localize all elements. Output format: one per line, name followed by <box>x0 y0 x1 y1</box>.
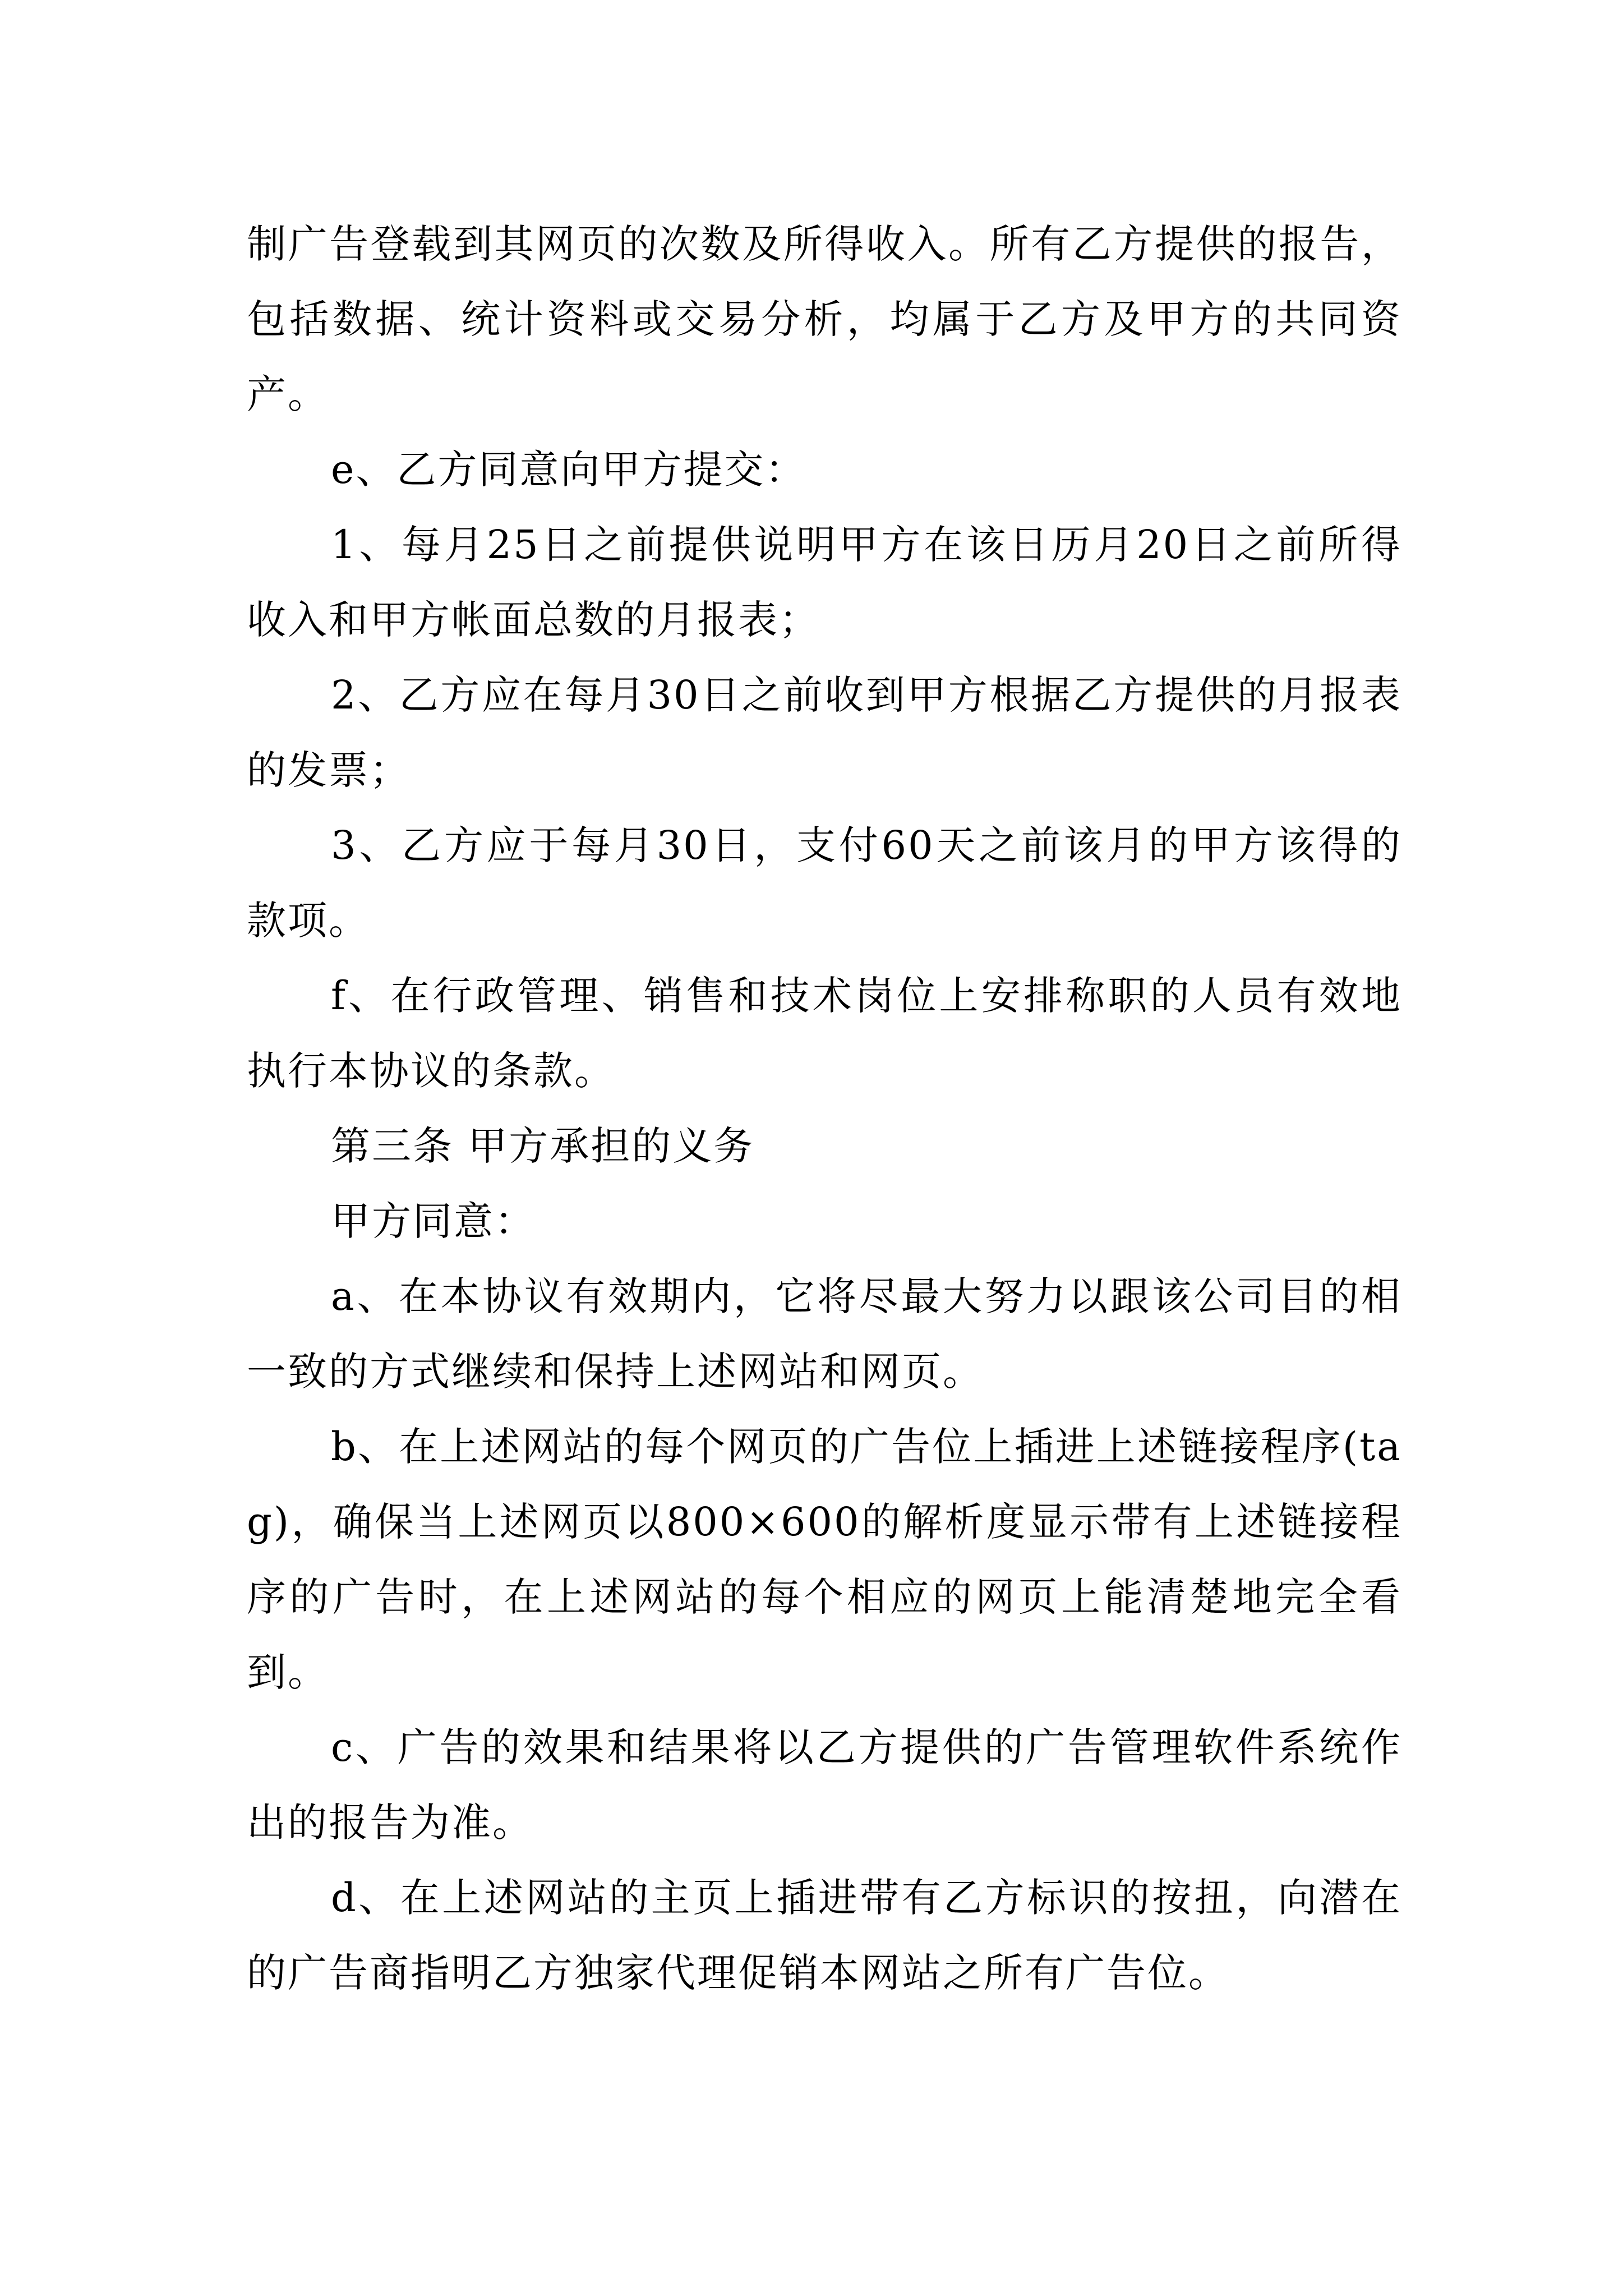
paragraph-clause-f: f、在行政管理、销售和技术岗位上安排称职的人员有效地执行本协议的条款。 <box>247 973 1402 1094</box>
document-body <box>247 206 1402 2010</box>
paragraph-item-1: 1、每月25日之前提供说明甲方在该日历月20日之前所得收入和甲方帐面总数的月报表； <box>247 522 1402 643</box>
paragraph-item-3: 3、乙方应于每月30日，支付60天之前该月的甲方该得的款项。 <box>247 822 1402 944</box>
paragraph-clause-a: a、在本协议有效期内，它将尽最大努力以跟该公司目的相一致的方式继续和保持上述网站和网页。 <box>247 1273 1402 1395</box>
paragraph-continuation: 制广告登载到其网页的次数及所得收入。所有乙方提供的报告，包括数据、统计资料或交易分析，均属于乙方及甲方的共同资产。 <box>247 221 1402 417</box>
section-heading-article-3: 第三条 甲方承担的义务 <box>331 1123 755 1169</box>
paragraph-clause-c: c、广告的效果和结果将以乙方提供的广告管理软件系统作出的报告为准。 <box>247 1724 1402 1846</box>
paragraph-clause-b: b、在上述网站的每个网页的广告位上插进上述链接程序(tag)，确保当上述网页以800×600的解析度显示带有上述链接程序的广告时，在上述网站的每个相应的网页上能清楚地完全看到。 <box>247 1424 1402 1695</box>
paragraph-clause-e: e、乙方同意向甲方提交： <box>331 447 806 493</box>
paragraph-party-a-agrees: 甲方同意： <box>331 1198 536 1244</box>
paragraph-item-2: 2、乙方应在每月30日之前收到甲方根据乙方提供的月报表的发票； <box>247 672 1402 793</box>
paragraph-clause-d: d、在上述网站的主页上插进带有乙方标识的按扭，向潜在的广告商指明乙方独家代理促销本网站之所有广告位。 <box>247 1875 1402 1996</box>
